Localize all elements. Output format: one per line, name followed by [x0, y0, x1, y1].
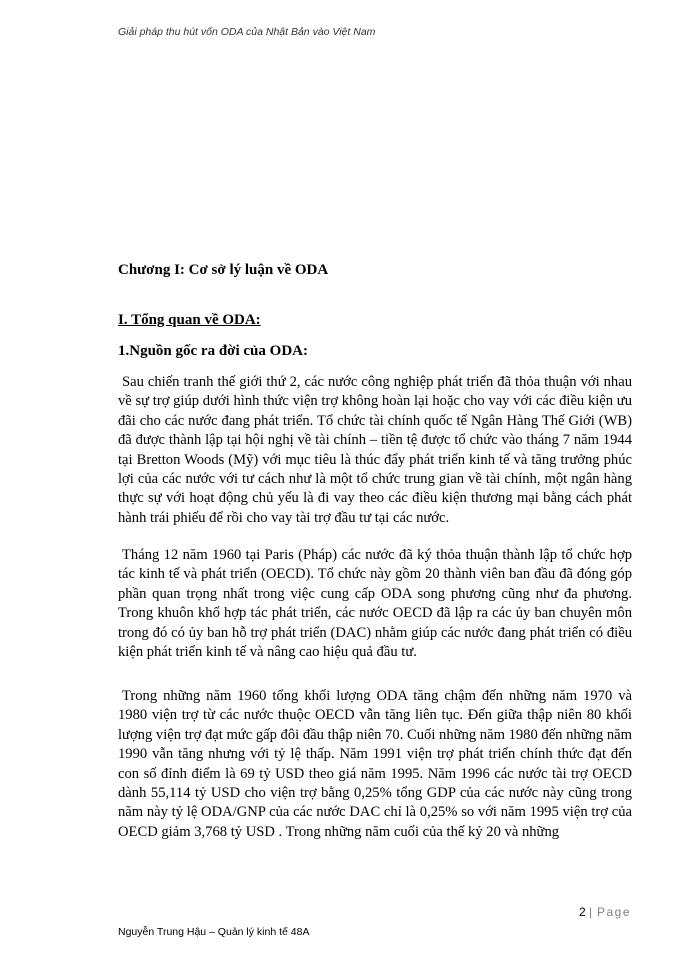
subsection-title: 1.Nguồn gốc ra đời của ODA: — [118, 343, 308, 359]
running-header: Giải pháp thu hút vốn ODA của Nhật Bản vào Việt Nam — [118, 26, 376, 38]
body-paragraph-3: Trong những năm 1960 tổng khối lượng ODA tăng chậm đến những năm 1970 và 1980 viện trợ từ các nước thuộc OECD vẫn tăng liên tục. Đến giữa thập niên 80 khối lượng viện trợ đạt mức gấp đôi đầu thập niên 70. Cuối những năm 1980 đến những năm 1990 vẫn tăng nhưng với tỷ lệ thấp. Năm 1991 viện trợ phát triển chính thức đạt đến con số đỉnh điểm là 69 tỷ USD theo giá năm 1995. Năm 1996 các nước tài trợ OECD dành 55,114 tỷ USD cho viện trợ bằng 0,25% tổng GDP của các nước này cũng trong năm này tỷ lệ ODA/GNP của các nước DAC chỉ là 0,25% so với năm 1995 viện trợ của OECD giảm 3,768 tỷ USD . Trong những năm cuối của thế kỷ 20 và những — [118, 688, 632, 840]
body-paragraph-1: Sau chiến tranh thế giới thứ 2, các nước công nghiệp phát triển đã thỏa thuận với nhau về sự trợ giúp dưới hình thức viện trợ không hoàn lại hoặc cho vay với các điều kiện ưu đãi cho các nước đang phát triển. Tổ chức tài chính quốc tế Ngân Hàng Thế Giới (WB) đã được thành lập tại hội nghị về tài chính – tiền tệ được tổ chức vào tháng 7 năm 1944 tại Bretton Woods (Mỹ) với mục tiêu là thúc đẩy phát triển kinh tế và tăng trưởng phúc lợi của các nước với tư cách như là một tổ chức trung gian về tài chính, một ngân hàng thực sự với hoạt động chủ yếu là đi vay theo các điều kiện thương mại bằng cách phát hành trái phiếu để rồi cho vay tài trợ đầu tư tại các nước. — [118, 374, 632, 526]
page-footer: Nguyễn Trung Hậu – Quản lý kinh tế 48A — [118, 926, 310, 938]
chapter-title: Chương I: Cơ sở lý luận về ODA — [118, 262, 329, 278]
section-title: I. Tổng quan về ODA: — [118, 312, 261, 328]
page-number-label: Page — [596, 905, 631, 919]
page-number-value: 2 — [578, 905, 586, 919]
page-number — [579, 905, 631, 919]
body-paragraph-2: Tháng 12 năm 1960 tại Paris (Pháp) các nước đã ký thỏa thuận thành lập tổ chức hợp tác kinh tế và phát triển (OECD). Tổ chức này gồm 20 thành viên ban đầu đã đóng góp phần quan trọng nhất trong việc cung cấp ODA song phương cũng như đa phương. Trong khuôn khổ hợp tác phát triển, các nước OECD đã lập ra các ủy ban chuyên môn trong đó có ủy ban hỗ trợ phát triển (DAC) nhằm giúp các nước đang phát triển có điều kiện phát triển kinh tế và nâng cao hiệu quả đầu tư. — [118, 547, 632, 661]
page-number-separator: | — [589, 905, 594, 919]
